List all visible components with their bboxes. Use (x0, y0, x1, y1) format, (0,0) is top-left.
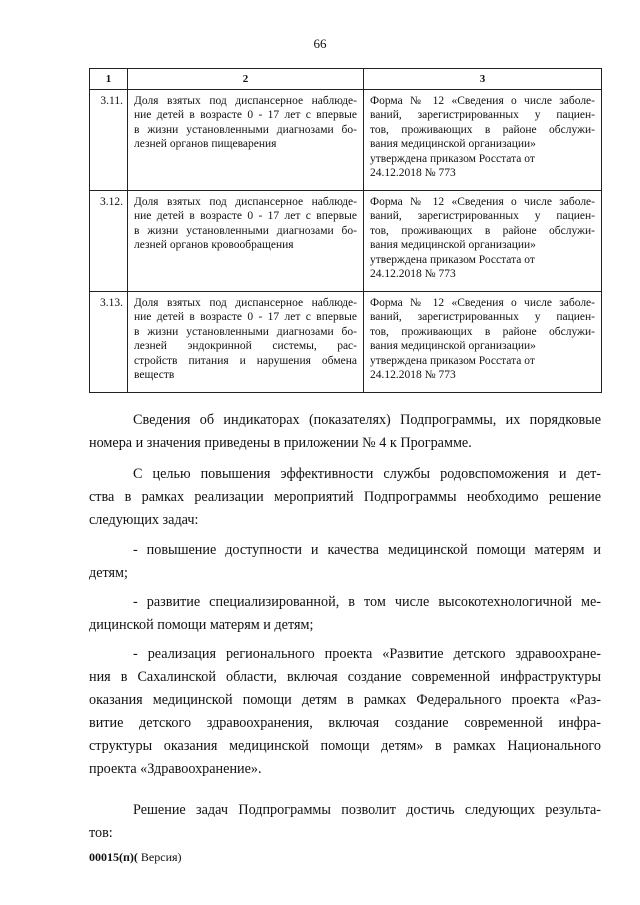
document-code (89, 850, 182, 865)
row-number: 3.11. (90, 90, 128, 191)
paragraph (89, 591, 601, 637)
text-line: детям; (89, 564, 128, 581)
text-line: - повышение доступности и качества медицинской помощи матерям и (133, 542, 601, 558)
text-line: стройств питания и нарушения обмена (134, 354, 357, 367)
text-line: Доля взятых под диспансерное наблюде- (134, 297, 357, 309)
text-line: - развитие специализированной, в том числе высокотехнологичной ме- (133, 594, 601, 610)
text-line: структуры оказания медицинской помощи детям» в рамках Национального (89, 737, 601, 754)
text-line: Доля взятых под диспансерное наблюде- (134, 196, 357, 208)
document-code-version: Версия) (137, 850, 182, 864)
text-line: в жизни установленными диагнозами бо- (134, 123, 357, 136)
source-cell (364, 90, 602, 191)
text-line: ния в Сахалинской области, включая создание современной инфраструктуры (89, 668, 601, 685)
text-line: вания медицинской организации» (370, 138, 536, 151)
column-header: 3 (364, 69, 602, 90)
text-line: лезней эндокринной системы, рас- (134, 340, 357, 353)
text-line: тов, проживающих в районе обслужи- (370, 325, 595, 338)
table-header-row (90, 69, 602, 90)
indicator-cell (128, 292, 364, 393)
source-cell (364, 191, 602, 292)
text-line: проекта «Здравоохранение». (89, 760, 262, 777)
indicator-cell (128, 191, 364, 292)
text-line: Решение задач Подпрограммы позволит достичь следующих результа- (133, 802, 601, 818)
column-header: 1 (90, 69, 128, 90)
text-line: витие детского здравоохранения, включая создание современной инфра- (89, 714, 601, 731)
row-number: 3.12. (90, 191, 128, 292)
text-line: утверждена приказом Росстата от (370, 354, 535, 367)
text-line: веществ (134, 369, 175, 382)
text-line: С целью повышения эффективности службы родовспоможения и дет- (133, 466, 601, 482)
row-number: 3.13. (90, 292, 128, 393)
text-line: дицинской помощи матерям и детям; (89, 616, 314, 633)
text-line: Доля взятых под диспансерное наблюде- (134, 95, 357, 107)
text-line: - реализация регионального проекта «Развитие детского здравоохране- (133, 646, 601, 662)
text-line: ние детей в возрасте 0 - 17 лет с впервые (134, 210, 357, 223)
text-line: номера и значения приведены в приложении № 4 к Программе. (89, 434, 472, 451)
document-code-number: 00015(п)( (89, 850, 138, 864)
table-row (90, 292, 602, 393)
text-line: вания медицинской организации» (370, 239, 536, 252)
paragraph (89, 409, 601, 455)
text-line: Сведения об индикаторах (показателях) Подпрограммы, их порядковые (133, 412, 601, 428)
text-line: Форма № 12 «Сведения о числе заболе- (370, 196, 595, 208)
text-line: ние детей в возрасте 0 - 17 лет с впервые (134, 311, 357, 324)
text-line: Форма № 12 «Сведения о числе заболе- (370, 297, 595, 309)
text-line: 24.12.2018 № 773 (370, 369, 456, 382)
text-line: 24.12.2018 № 773 (370, 268, 456, 281)
indicators-table (89, 68, 602, 393)
column-header: 2 (128, 69, 364, 90)
text-line: ваний, зарегистрированных у пациен- (370, 210, 595, 223)
text-line: в жизни установленными диагнозами бо- (134, 224, 357, 237)
text-line: 24.12.2018 № 773 (370, 167, 456, 180)
text-line: ства в рамках реализации мероприятий Подпрограммы необходимо решение (89, 488, 601, 505)
text-line: Форма № 12 «Сведения о числе заболе- (370, 95, 595, 107)
text-line: лезней органов пищеварения (134, 138, 277, 151)
source-cell (364, 292, 602, 393)
text-line: лезней органов кровообращения (134, 239, 294, 252)
text-line: ваний, зарегистрированных у пациен- (370, 311, 595, 324)
paragraph (89, 643, 601, 780)
text-line: тов: (89, 824, 113, 841)
text-line: оказания медицинской помощи детям в рамках Федерального проекта «Раз- (89, 691, 601, 708)
text-line: утверждена приказом Росстата от (370, 253, 535, 266)
text-line: ваний, зарегистрированных у пациен- (370, 109, 595, 122)
text-line: утверждена приказом Росстата от (370, 152, 535, 165)
paragraph (89, 463, 601, 532)
indicator-cell (128, 90, 364, 191)
table-row (90, 90, 602, 191)
text-line: тов, проживающих в районе обслужи- (370, 224, 595, 237)
page-number: 66 (313, 36, 327, 51)
table-row (90, 191, 602, 292)
text-line: вания медицинской организации» (370, 340, 536, 353)
text-line: тов, проживающих в районе обслужи- (370, 123, 595, 136)
text-line: ние детей в возрасте 0 - 17 лет с впервые (134, 109, 357, 122)
paragraph (89, 539, 601, 585)
paragraph (89, 799, 601, 845)
text-line: в жизни установленными диагнозами бо- (134, 325, 357, 338)
text-line: следующих задач: (89, 511, 199, 528)
